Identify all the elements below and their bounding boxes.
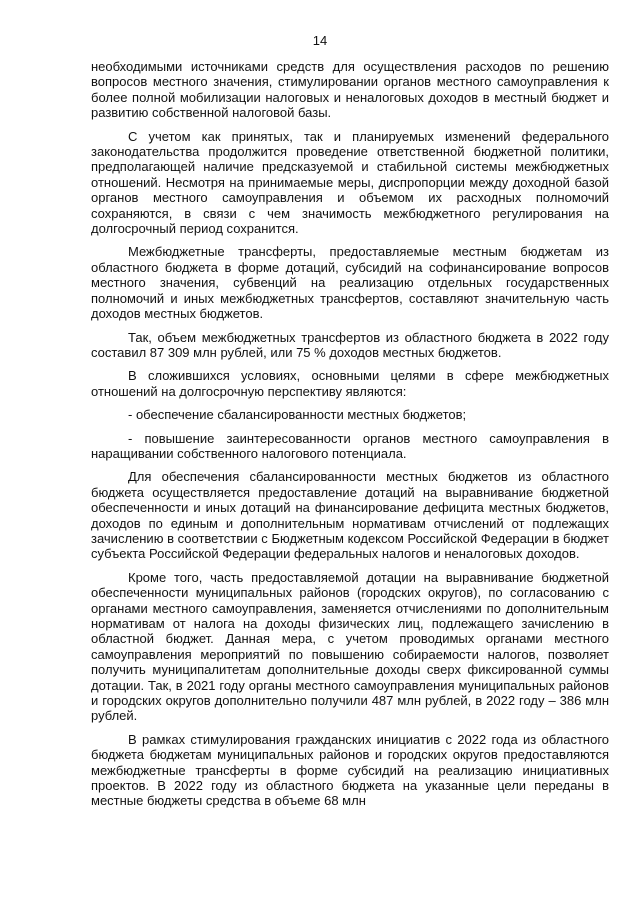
paragraph-continued: необходимыми источниками средств для осуществления расходов по решению вопросов местного значения, стимулировании органов местного самоуправления к более полной мобилизации налоговых и неналоговых доходов в местный бюджет и развитию собственной налоговой базы. <box>91 59 609 121</box>
paragraph-additional-standards: Кроме того, часть предоставляемой дотации на выравнивание бюджетной обеспеченности муниципальных районов (городских округов), по согласованию с органами местного самоуправления, заменяется отчислениями по дополнительным нормативам от налога на доходы физических лиц, подлежащего зачислению в областной бюджет. Данная мера, с учетом проводимых органами местного самоуправления мероприятий по повышению собираемости налогов, позволяет получить муниципалитетам дополнительные доходы сверх фиксированной суммы дотации. Так, в 2021 году органы местного самоуправления муниципальных районов и городских округов дополнительно получили 487 млн рублей, в 2022 году – 386 млн рублей. <box>91 569 609 724</box>
paragraph-subsidies: Для обеспечения сбалансированности местных бюджетов из областного бюджета осуществляется предоставление дотаций на выравнивание бюджетной обеспеченности и иных дотаций на финансирование дефицита местных бюджетов, доходов по единым и дополнительным нормативам отчислений от подлежащих зачислению в соответствии с Бюджетным кодексом Российской Федерации в бюджет субъекта Российской Федерации федеральных налогов и неналоговых доходов. <box>91 469 609 562</box>
page-body-text <box>91 59 609 809</box>
paragraph-goals-intro: В сложившихся условиях, основными целями в сфере межбюджетных отношений на долгосрочную перспективу являются: <box>91 368 609 399</box>
page-number: 14 <box>312 33 328 48</box>
paragraph-transfers: Межбюджетные трансферты, предоставляемые местным бюджетам из областного бюджета в форме дотаций, субсидий на софинансирование вопросов местного значения, субвенций на реализацию отдельных государственных полномочий и иных межбюджетных трансфертов, составляют значительную часть доходов местных бюджетов. <box>91 244 609 322</box>
list-item-balance: - обеспечение сбалансированности местных бюджетов; <box>128 407 467 423</box>
paragraph-transfers-volume: Так, объем межбюджетных трансфертов из областного бюджета в 2022 году составил 87 309 млн рублей, или 75 % доходов местных бюджетов. <box>91 329 609 360</box>
paragraph-legislation: С учетом как принятых, так и планируемых изменений федерального законодательства продолжится проведение ответственной бюджетной политики, предполагающей наличие предсказуемой и стабильной системы межбюджетных отношений. Несмотря на принимаемые меры, диспропорции между доходной базой органов местного самоуправления и объемом их расходных полномочий сохраняются, в связи с чем значимость межбюджетного регулирования на долгосрочный период сохранится. <box>91 128 609 237</box>
paragraph-initiatives: В рамках стимулирования гражданских инициатив с 2022 года из областного бюджета бюджетам муниципальных районов и городских округов предоставляются межбюджетные трансферты в форме субсидий на реализацию инициативных проектов. В 2022 году из областного бюджета на указанные цели переданы в местные бюджеты средства в объеме 68 млн <box>91 731 609 809</box>
list-item-tax-potential: - повышение заинтересованности органов местного самоуправления в наращивании собственного налогового потенциала. <box>91 430 609 461</box>
